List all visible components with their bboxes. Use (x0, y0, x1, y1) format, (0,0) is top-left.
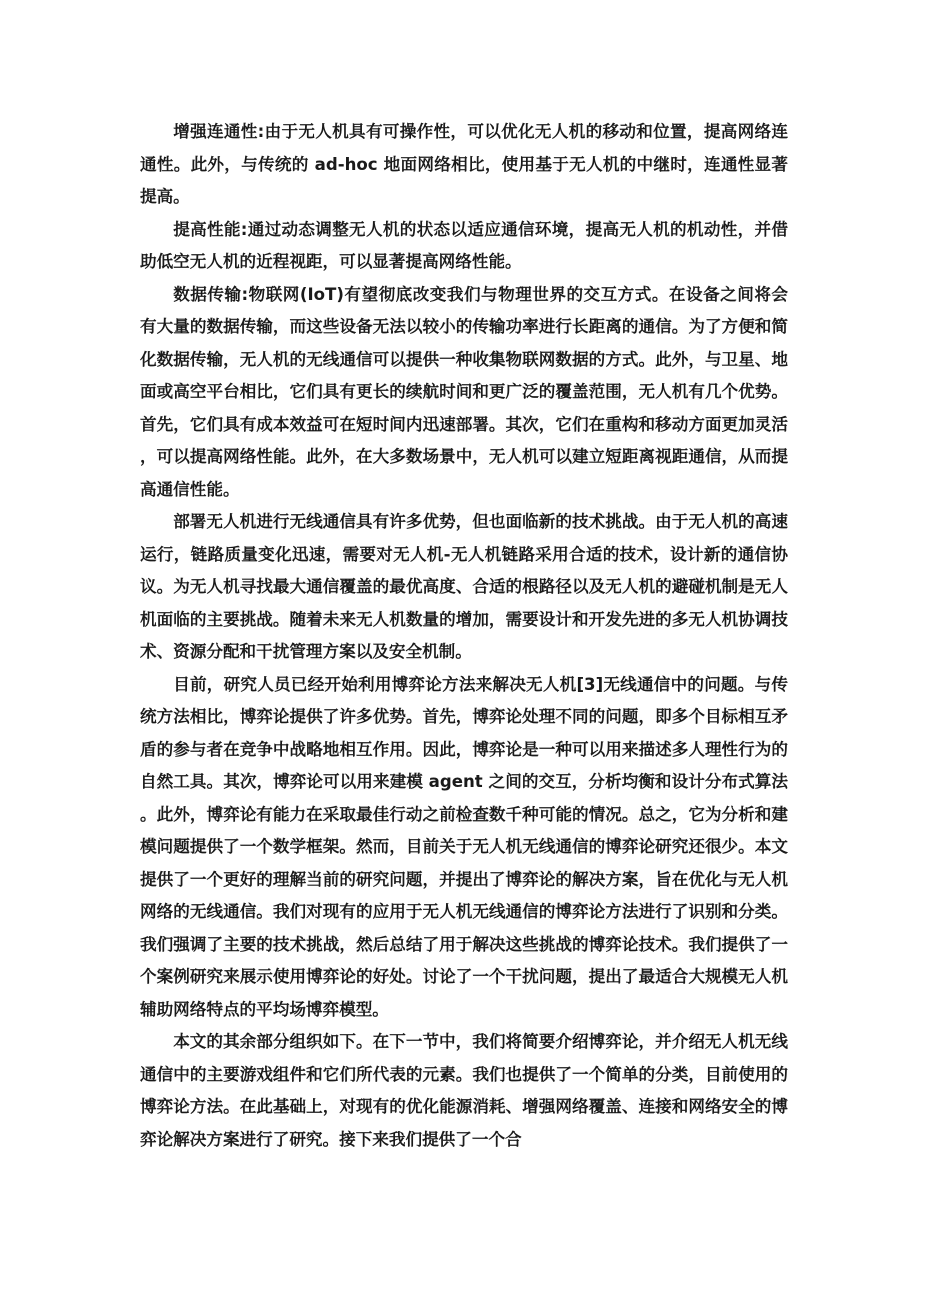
body-text (140, 116, 788, 1156)
paragraph-game-theory: 目前，研究人员已经开始利用博弈论方法来解决无人机[3]无线通信中的问题。与传统方法相比，博弈论提供了许多优势。首先，博弈论处理不同的问题，即多个目标相互矛盾的参与者在竞争中战略地相互作用。因此，博弈论是一种可以用来描述多人理性行为的自然工具。其次，博弈论可以用来建模 agent 之间的交互，分析均衡和设计分布式算法。此外，博弈论有能力在采取最佳行动之前检查数千种可能的情况。总之，它为分析和建模问题提供了一个数学框架。然而，目前关于无人机无线通信的博弈论研究还很少。本文提供了一个更好的理解当前的研究问题，并提出了博弈论的解决方案，旨在优化与无人机网络的无线通信。我们对现有的应用于无人机无线通信的博弈论方法进行了识别和分类。我们强调了主要的技术挑战，然后总结了用于解决这些挑战的博弈论技术。我们提供了一个案例研究来展示使用博弈论的好处。讨论了一个干扰问题，提出了最适合大规模无人机辅助网络特点的平均场博弈模型。 (140, 674, 788, 1019)
paragraph-data-transmission: 数据传输:物联网(IoT)有望彻底改变我们与物理世界的交互方式。在设备之间将会有大量的数据传输，而这些设备无法以较小的传输功率进行长距离的通信。为了方便和简化数据传输，无人机的无线通信可以提供一种收集物联网数据的方式。此外，与卫星、地面或高空平台相比，它们具有更长的续航时间和更广泛的覆盖范围，无人机有几个优势。首先，它们具有成本效益可在短时间内迅速部署。其次，它们在重构和移动方面更加灵活，可以提高网络性能。此外，在大多数场景中，无人机可以建立短距离视距通信，从而提高通信性能。 (140, 284, 788, 499)
paragraph-connectivity: 增强连通性:由于无人机具有可操作性，可以优化无人机的移动和位置，提高网络连通性。此外，与传统的 ad-hoc 地面网络相比，使用基于无人机的中继时，连通性显著提高。 (140, 122, 788, 206)
paragraph-performance: 提高性能:通过动态调整无人机的状态以适应通信环境，提高无人机的机动性，并借助低空无人机的近程视距，可以显著提高网络性能。 (140, 219, 788, 271)
paragraph-organization: 本文的其余部分组织如下。在下一节中，我们将简要介绍博弈论，并介绍无人机无线通信中的主要游戏组件和它们所代表的元素。我们也提供了一个简单的分类，目前使用的博弈论方法。在此基础上，对现有的优化能源消耗、增强网络覆盖、连接和网络安全的博弈论解决方案进行了研究。接下来我们提供了一个合 (140, 1032, 788, 1149)
paragraph-challenges: 部署无人机进行无线通信具有许多优势，但也面临新的技术挑战。由于无人机的高速运行，链路质量变化迅速，需要对无人机-无人机链路采用合适的技术，设计新的通信协议。为无人机寻找最大通信覆盖的最优高度、合适的根路径以及无人机的避碰机制是无人机面临的主要挑战。随着未来无人机数量的增加，需要设计和开发先进的多无人机协调技术、资源分配和干扰管理方案以及安全机制。 (140, 512, 788, 661)
